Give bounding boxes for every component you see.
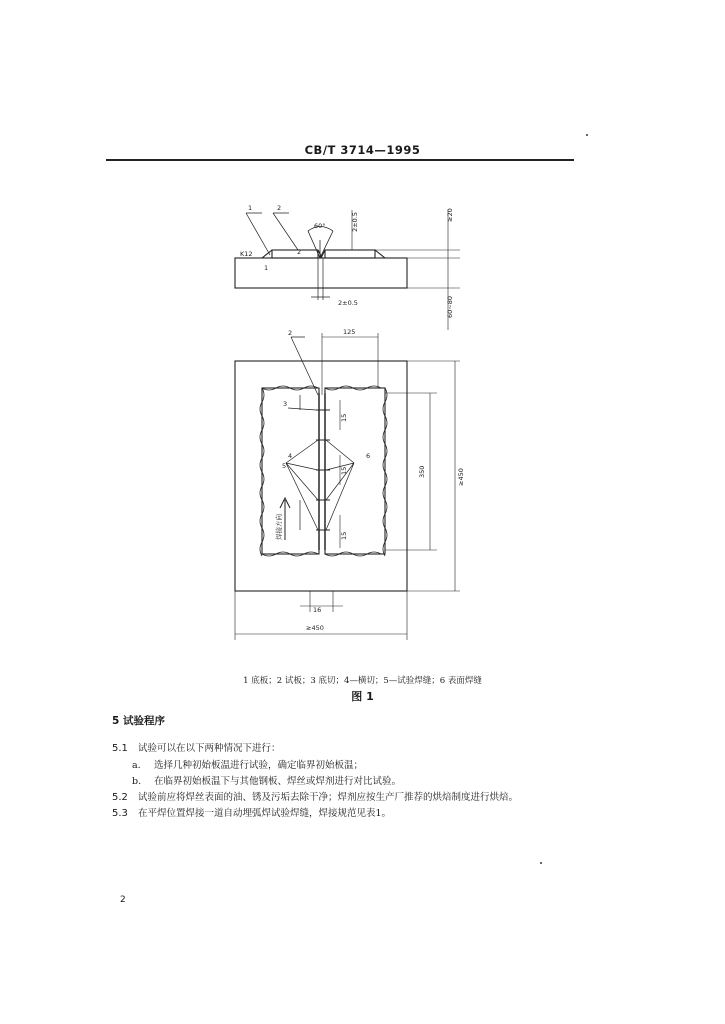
label-2-section: 2	[297, 248, 302, 256]
weld-seam	[319, 393, 325, 550]
label-dim-20: ≥20	[446, 208, 454, 222]
label-2: 2	[277, 204, 282, 212]
clause-number: 5.1	[112, 743, 128, 754]
label-dim-15a: 15	[340, 413, 348, 422]
label-dim-15b: 15	[340, 466, 348, 475]
figure-caption: 1 底板；2 试板；3 底切；4—横切；5—试验焊缝；6 表面焊缝	[243, 676, 482, 686]
item-text: 选择几种初始板温进行试验，确定临界初始板温；	[154, 760, 364, 771]
label-direction: 焊接方向	[275, 514, 283, 540]
figure-title: 图 1	[351, 690, 374, 703]
label-1-section: 1	[264, 264, 269, 272]
label-5: 5	[282, 462, 287, 470]
clause-text: 在平焊位置焊接一道自动埋弧焊试验焊缝，焊接规范见表1。	[138, 808, 392, 819]
clause-text: 试验前应将焊丝表面的油、锈及污垢去除干净；焊剂应按生产厂推荐的烘焙制度进行烘焙。	[138, 792, 519, 803]
label-dim-60: 60~80	[446, 296, 454, 318]
test-plate-left-plan	[262, 388, 319, 554]
item-b	[132, 773, 401, 787]
test-plate-right-section	[325, 250, 375, 258]
label-dim-125: 125	[343, 328, 356, 336]
clause-number: 5.3	[112, 808, 128, 819]
base-plate-plan	[235, 361, 407, 591]
label-2-plan: 2	[288, 329, 293, 337]
standard-code-header: CB/T 3714—1995	[304, 143, 421, 157]
clause-text: 试验可以在以下两种情况下进行：	[138, 743, 281, 754]
page-number: 2	[120, 895, 126, 905]
label-angle: 60°	[314, 222, 326, 230]
clause-5-3	[112, 805, 391, 819]
clause-number: 5.2	[112, 792, 128, 803]
clause-5-2	[112, 789, 518, 803]
label-4: 4	[288, 452, 293, 460]
label-dim-15c: 15	[340, 531, 348, 540]
section-title: 5 试验程序	[112, 715, 165, 727]
gap-dim-lines	[311, 258, 330, 300]
scan-speck	[540, 862, 542, 864]
test-plate-left-section	[272, 250, 318, 258]
dim-350-lines	[385, 393, 437, 550]
dim-450-horizontal-lines	[235, 591, 407, 640]
label-root-face: 2±0.5	[351, 212, 359, 232]
item-a	[132, 757, 363, 771]
test-plate-right-plan	[325, 388, 385, 554]
item-label: a.	[132, 760, 141, 771]
dim-125-lines	[322, 333, 378, 395]
dim-450-vertical-lines	[407, 361, 460, 591]
label-dim-16: 16	[313, 606, 322, 614]
cut-lines	[316, 410, 330, 530]
label-gap: 2±0.5	[338, 299, 358, 307]
label-dim-450-horizontal: ≥450	[306, 624, 324, 632]
label-3: 3	[283, 400, 288, 408]
dim-16-lines	[300, 591, 343, 612]
label-bevel: K12	[240, 250, 253, 258]
section-leaders	[246, 213, 298, 255]
item-label: b.	[132, 776, 142, 787]
leader-to-seam	[291, 337, 318, 395]
label-6: 6	[366, 452, 371, 460]
label-1: 1	[248, 204, 253, 212]
clause-5-1	[112, 740, 281, 754]
item-text: 在临界初始板温下与其他钢板、焊丝或焊剂进行对比试验。	[154, 776, 402, 787]
label-dim-350: 350	[418, 465, 426, 478]
base-plate-section	[235, 258, 407, 288]
label-dim-450-vertical: ≥450	[457, 468, 465, 486]
